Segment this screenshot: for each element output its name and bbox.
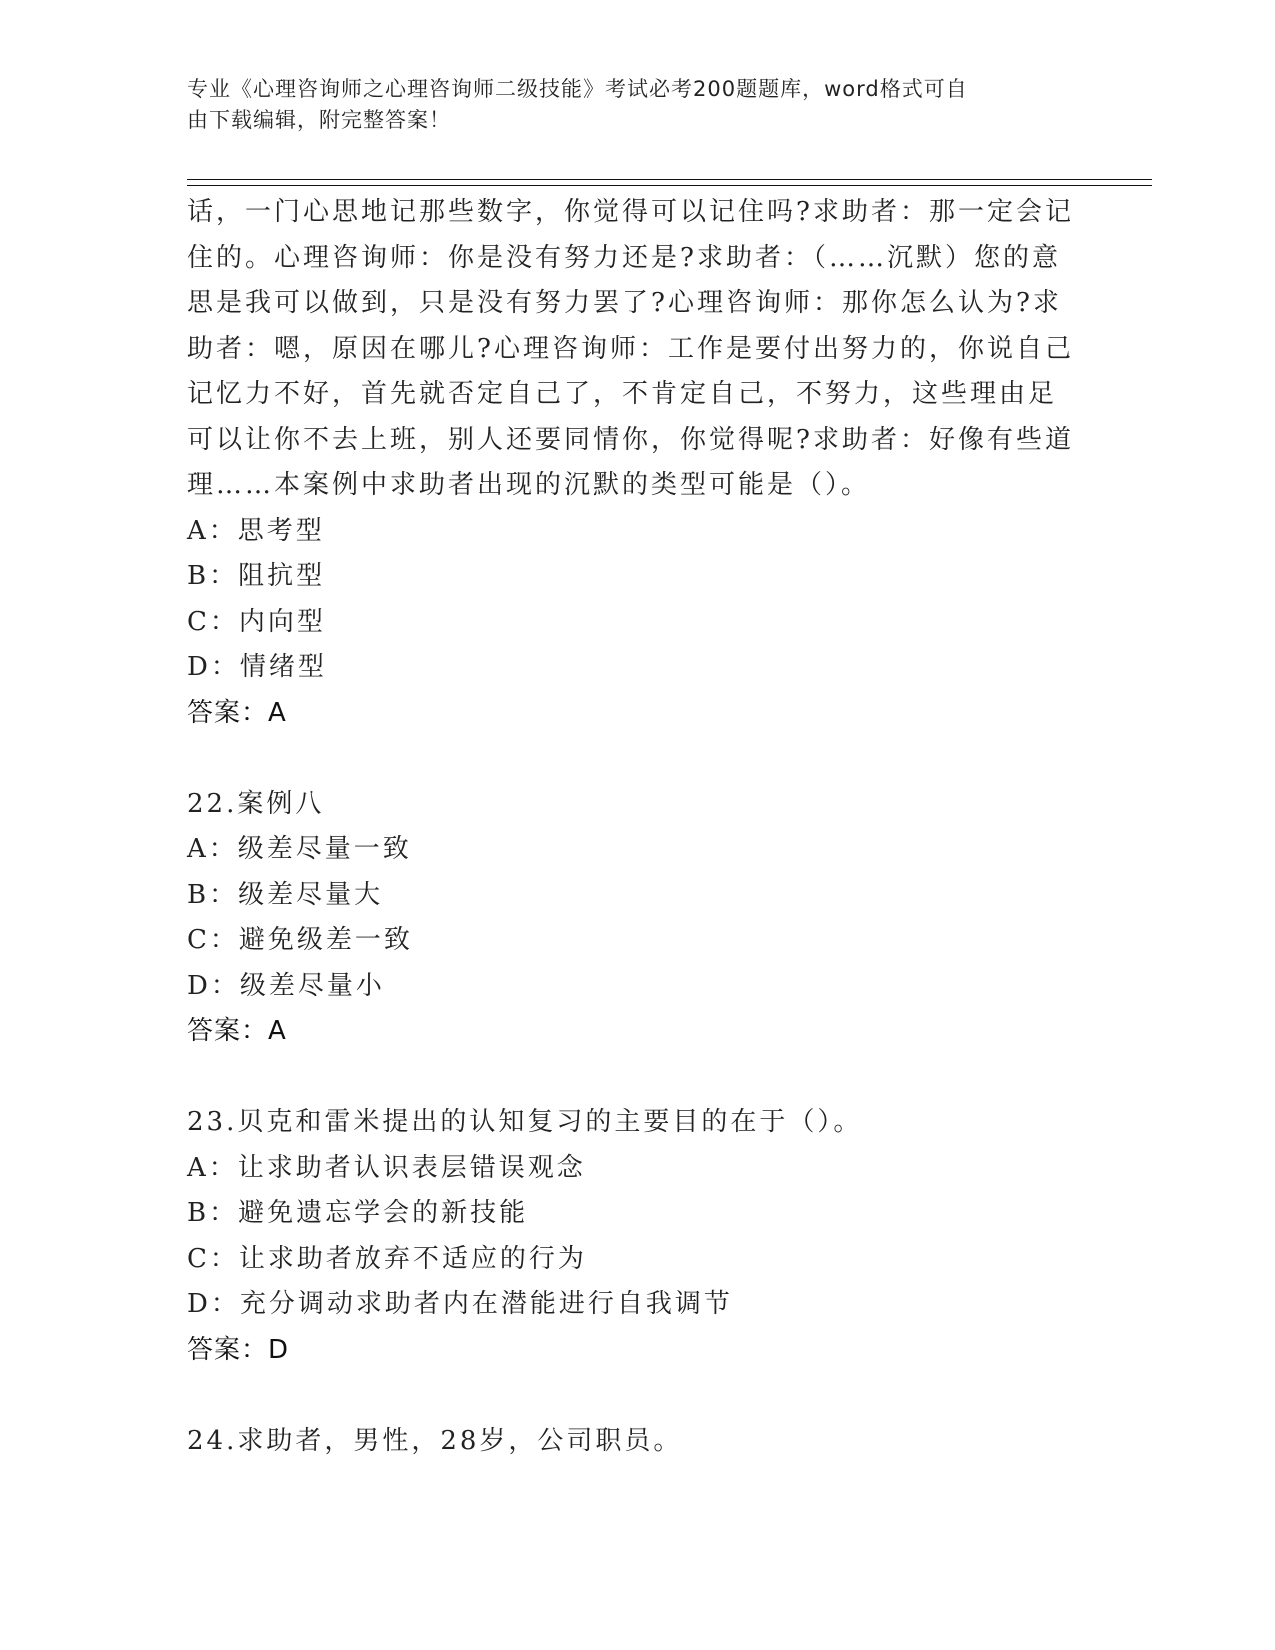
stem-line: 住的。心理咨询师：你是没有努力还是?求助者：（……沉默）您的意 bbox=[187, 242, 1061, 273]
question-21-option-a: A：思考型 bbox=[187, 515, 325, 546]
page-header bbox=[187, 74, 1087, 136]
question-23-option-b: B：避免遗忘学会的新技能 bbox=[187, 1198, 529, 1228]
question-23-answer: 答案：D bbox=[187, 1334, 290, 1365]
document-body bbox=[187, 190, 1087, 1464]
question-23-title: 23.贝克和雷米提出的认知复习的主要目的在于（）。 bbox=[187, 1107, 863, 1137]
question-21-answer: 答案：A bbox=[187, 697, 287, 728]
question-23-option-c: C：让求助者放弃不适应的行为 bbox=[187, 1243, 587, 1274]
question-23-option-a: A：让求助者认识表层错误观念 bbox=[187, 1152, 586, 1183]
spacer bbox=[187, 1373, 1087, 1419]
stem-line: 思是我可以做到，只是没有努力罢了?心理咨询师：那你怎么认为?求 bbox=[187, 288, 1062, 318]
question-22-option-c: C：避免级差一致 bbox=[187, 925, 413, 955]
question-24-title: 24.求助者，男性，28岁，公司职员。 bbox=[187, 1425, 683, 1456]
stem-line: 记忆力不好，首先就否定自己了，不肯定自己，不努力，这些理由足 bbox=[187, 379, 1058, 409]
question-21-option-c: C：内向型 bbox=[187, 606, 326, 637]
question-22-answer: 答案：A bbox=[187, 1016, 287, 1046]
question-21-option-b: B：阻抗型 bbox=[187, 561, 326, 591]
question-23-option-d: D：充分调动求助者内在潜能进行自我调节 bbox=[187, 1289, 733, 1319]
stem-line: 理……本案例中求助者出现的沉默的类型可能是（）。 bbox=[187, 470, 871, 500]
header-line-2: 由下载编辑，附完整答案！ bbox=[187, 108, 451, 132]
stem-line: 助者：嗯，原因在哪儿?心理咨询师：工作是要付出努力的，你说自己 bbox=[187, 333, 1074, 364]
header-rule-top bbox=[187, 179, 1152, 180]
header-rule-bottom bbox=[187, 185, 1152, 186]
question-21-stem bbox=[187, 190, 1087, 509]
question-22-option-b: B：级差尽量大 bbox=[187, 879, 384, 910]
stem-line: 话，一门心思地记那些数字，你觉得可以记住吗?求助者：那一定会记 bbox=[187, 197, 1074, 227]
question-22-title: 22.案例八 bbox=[187, 788, 325, 819]
spacer bbox=[187, 736, 1087, 782]
header-line-1: 专业《心理咨询师之心理咨询师二级技能》考试必考200题题库，word格式可自 bbox=[187, 77, 968, 101]
question-22-option-a: A：级差尽量一致 bbox=[187, 834, 412, 864]
spacer bbox=[187, 1055, 1087, 1101]
question-21-option-d: D：情绪型 bbox=[187, 652, 327, 682]
stem-line: 可以让你不去上班，别人还要同情你，你觉得呢?求助者：好像有些道 bbox=[187, 424, 1074, 455]
question-22-option-d: D：级差尽量小 bbox=[187, 970, 385, 1001]
